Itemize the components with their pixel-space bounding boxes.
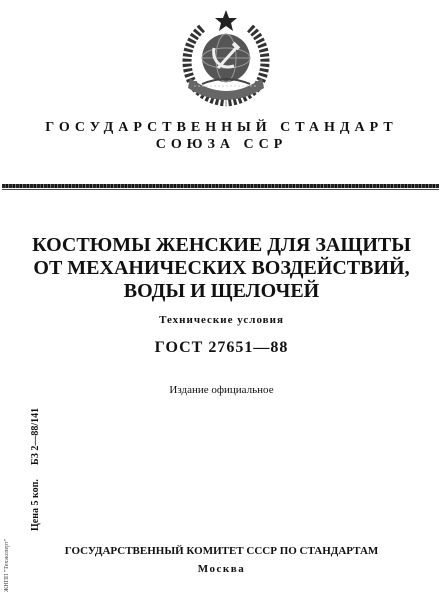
divider-rule-thin: [2, 189, 439, 190]
catalog-code: БЗ 2—88/141: [30, 407, 41, 465]
header-line-1: ГОСУДАРСТВЕННЫЙ СТАНДАРТ: [45, 120, 398, 135]
divider-rule: [2, 184, 439, 188]
document-subtitle: Технические условия: [159, 314, 284, 326]
document-title-line-3: ВОДЫ И ЩЕЛОЧЕЙ: [123, 280, 320, 302]
publisher-city: Москва: [197, 563, 246, 575]
publisher-stamp: ЖНПП "Техэксперт": [4, 538, 10, 592]
edition-note: Издание официальное: [169, 384, 274, 396]
price-label: Цена 5 коп.: [30, 479, 41, 531]
document-title-line-1: КОСТЮМЫ ЖЕНСКИЕ ДЛЯ ЗАЩИТЫ: [32, 234, 411, 256]
publisher-name: ГОСУДАРСТВЕННЫЙ КОМИТЕТ СССР ПО СТАНДАРТАМ: [64, 545, 379, 557]
ussr-coat-of-arms-icon: [172, 8, 280, 108]
document-title-line-2: ОТ МЕХАНИЧЕСКИХ ВОЗДЕЙСТВИЙ,: [33, 257, 410, 279]
standard-number: ГОСТ 27651—88: [154, 339, 289, 356]
header-line-2: СОЮЗА ССР: [155, 137, 288, 152]
